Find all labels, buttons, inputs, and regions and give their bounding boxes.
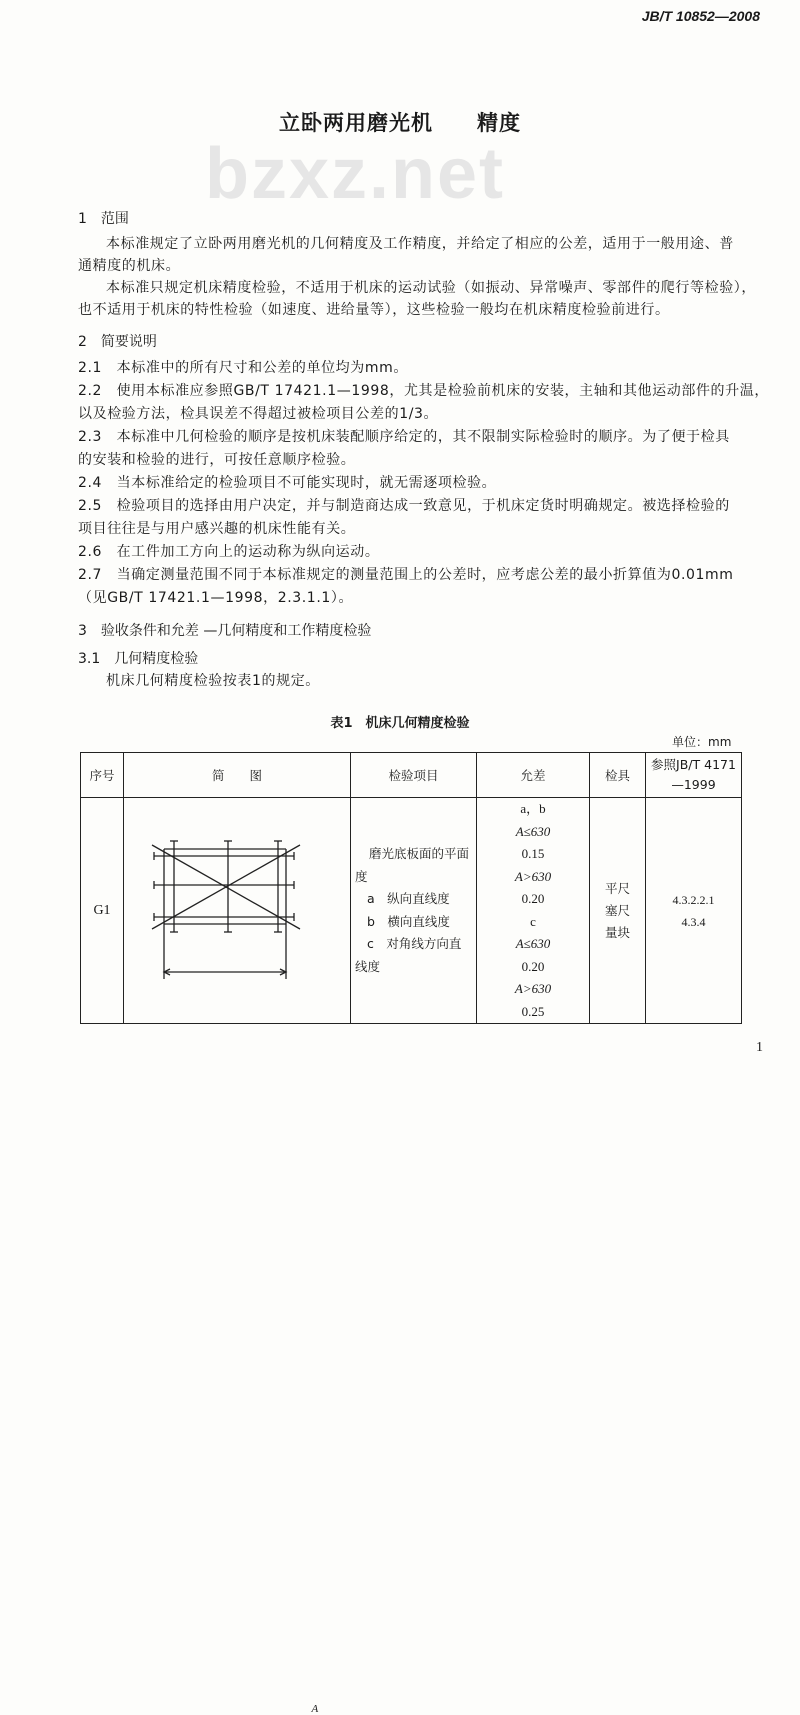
flatness-diagram	[124, 799, 350, 1020]
page-title: 立卧两用磨光机 精度	[279, 111, 521, 135]
item-line: b 横向直线度	[367, 913, 450, 929]
s2-line: 2.2 使用本标准应参照GB/T 17421.1—1998，尤其是检验前机床的安装，主轴和其他运动部件的升温，	[78, 383, 769, 399]
s2-line: 2.7 当确定测量范围不同于本标准规定的测量范围上的公差时，应考虑公差的最小折算值为0.01mm	[78, 567, 734, 583]
header-tools: 检具	[590, 753, 646, 798]
reference-item: 4.3.2.2.1	[672, 892, 715, 907]
item-line: c 对角线方向直	[367, 936, 462, 951]
tolerance-line: c	[530, 913, 536, 929]
reference-cell	[646, 798, 742, 1024]
tolerance-line: 0.20	[521, 958, 545, 974]
tolerance-line: A>630	[514, 981, 552, 996]
item-cell	[351, 798, 477, 1024]
watermark: bzxz.net	[205, 134, 506, 214]
tolerance-line: 0.20	[521, 891, 545, 906]
section-1-heading: 1 范围	[78, 211, 129, 227]
header-tolerance: 允差	[477, 753, 590, 798]
section-3-1-heading: 3.1 几何精度检验	[78, 651, 199, 667]
tolerance-line: a，b	[520, 801, 546, 816]
tolerance-line: A≤630	[515, 823, 551, 839]
table-unit: 单位：mm	[672, 735, 732, 749]
header-reference-line: 参照JB/T 4171	[651, 757, 736, 772]
row-id: G1	[81, 798, 124, 1024]
table-row	[81, 798, 742, 1024]
s2-line: 2.6 在工件加工方向上的运动称为纵向运动。	[78, 544, 380, 560]
s2-line: 2.3 本标准中几何检验的顺序是按机床装配顺序给定的，其不限制实际检验时的顺序。为了便于检具	[78, 429, 730, 445]
header-item: 检验项目	[351, 753, 477, 798]
tolerance-line: 0.15	[521, 846, 545, 861]
s2-line: （见GB/T 17421.1—1998，2.3.1.1）。	[78, 590, 354, 606]
item-line: 线度	[355, 958, 381, 974]
s2-line: 2.4 当本标准给定的检验项目不可能实现时，就无需逐项检验。	[78, 475, 497, 491]
section-3-heading: 3 验收条件和允差 —几何精度和工作精度检验	[78, 623, 372, 639]
item-line: 度	[355, 868, 368, 884]
s2-line: 的安装和检验的进行，可按任意顺序检验。	[78, 452, 356, 468]
tolerance-line: 0.25	[521, 1003, 545, 1019]
tool-item: 量块	[604, 924, 630, 940]
header-diagram: 简 图	[124, 753, 351, 798]
page-number: 1	[756, 1040, 763, 1055]
header-seq: 序号	[81, 753, 124, 798]
geometric-accuracy-table	[80, 752, 742, 1715]
tolerance-cell	[477, 798, 590, 1024]
section-2-heading: 2 简要说明	[78, 334, 157, 350]
s3-text: 机床几何精度检验按表1的规定。	[106, 673, 320, 689]
s2-line: 项目往往是与用户感兴趣的机床性能有关。	[78, 521, 356, 537]
s2-line: 以及检验方法，检具误差不得超过被检项目公差的1/3。	[78, 406, 439, 422]
s2-line: 2.1 本标准中的所有尺寸和公差的单位均为mm。	[78, 360, 408, 376]
s2-line: 2.5 检验项目的选择由用户决定，并与制造商达成一致意见，于机床定货时明确规定。被选择检验的	[78, 498, 730, 514]
standard-number: JB/T 10852—2008	[641, 8, 760, 24]
tool-item: 平尺	[604, 880, 630, 896]
table-caption: 表1 机床几何精度检验	[330, 716, 470, 731]
tolerance-line: A≤630	[515, 936, 551, 951]
s1-line: 通精度的机床。	[78, 258, 181, 274]
s1-line: 本标准规定了立卧两用磨光机的几何精度及工作精度，并给定了相应的公差，适用于一般用途、普	[106, 236, 734, 252]
s1-line: 也不适用于机床的特性检验（如速度、进给量等），这些检验一般均在机床精度检验前进行。	[78, 302, 670, 318]
reference-item: 4.3.4	[681, 914, 706, 929]
tool-item: 塞尺	[604, 902, 630, 918]
table-header-row	[81, 753, 742, 798]
header-reference	[646, 753, 742, 798]
item-line: a 纵向直线度	[367, 891, 450, 906]
s1-line: 本标准只规定机床精度检验，不适用于机床的运动试验（如振动、异常噪声、零部件的爬行等检验），	[106, 280, 756, 296]
tools-cell	[590, 798, 646, 1024]
header-reference-line: —1999	[671, 777, 716, 792]
diagram-cell	[124, 798, 351, 1715]
tolerance-line: A>630	[514, 868, 552, 884]
item-line: 磨光底板面的平面	[369, 846, 470, 861]
diagram-dimension-label: A	[311, 1702, 319, 1715]
